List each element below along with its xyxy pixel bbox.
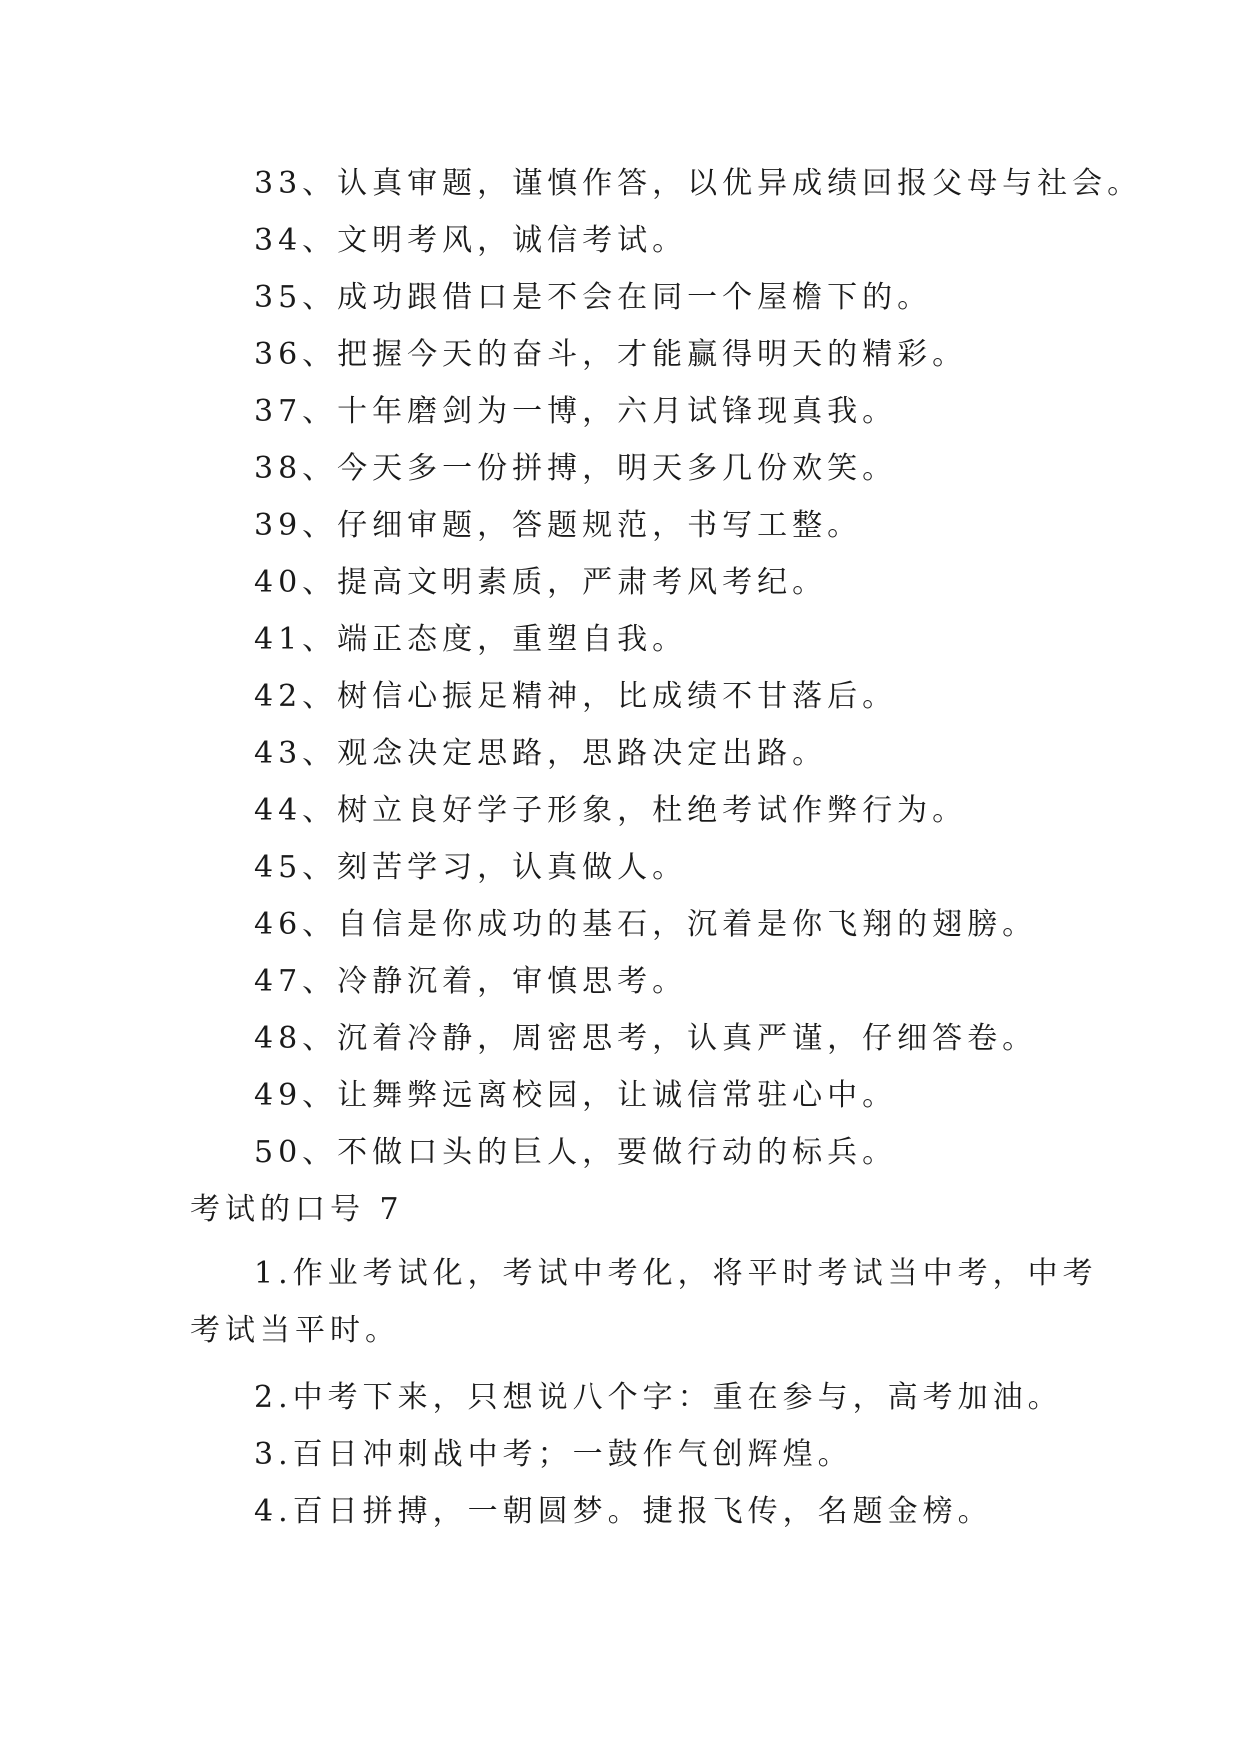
slogan-line: 41、端正态度，重塑自我。 [254,622,688,657]
section-item: 3.百日冲刺战中考；一鼓作气创辉煌。 [254,1437,853,1472]
section-item: 4.百日拼搏，一朝圆梦。捷报飞传，名题金榜。 [254,1494,993,1529]
section-item-continuation: 考试当平时。 [190,1313,400,1348]
slogan-line: 39、仔细审题，答题规范，书写工整。 [254,508,863,543]
slogan-line: 46、自信是你成功的基石，沉着是你飞翔的翅膀。 [254,907,1038,942]
section-item: 2.中考下来，只想说八个字：重在参与，高考加油。 [254,1380,1063,1415]
slogan-line: 49、让舞弊远离校园，让诚信常驻心中。 [254,1078,898,1113]
slogan-line: 36、把握今天的奋斗，才能赢得明天的精彩。 [254,337,968,372]
slogan-line: 35、成功跟借口是不会在同一个屋檐下的。 [254,280,933,315]
slogan-line: 33、认真审题，谨慎作答，以优异成绩回报父母与社会。 [254,166,1143,201]
slogan-line: 43、观念决定思路，思路决定出路。 [254,736,828,771]
slogan-line: 45、刻苦学习，认真做人。 [254,850,688,885]
slogan-line: 34、文明考风，诚信考试。 [254,223,688,258]
slogan-line: 44、树立良好学子形象，杜绝考试作弊行为。 [254,793,968,828]
slogan-line: 42、树信心振足精神，比成绩不甘落后。 [254,679,898,714]
section-item: 1.作业考试化，考试中考化，将平时考试当中考，中考 [254,1256,1098,1291]
section-heading: 考试的口号 7 [190,1192,404,1227]
slogan-line: 40、提高文明素质，严肃考风考纪。 [254,565,828,600]
slogan-line: 50、不做口头的巨人，要做行动的标兵。 [254,1135,898,1170]
slogan-line: 37、十年磨剑为一博，六月试锋现真我。 [254,394,898,429]
slogan-line: 47、冷静沉着，审慎思考。 [254,964,688,999]
slogan-line: 48、沉着冷静，周密思考，认真严谨，仔细答卷。 [254,1021,1038,1056]
slogan-line: 38、今天多一份拼搏，明天多几份欢笑。 [254,451,898,486]
